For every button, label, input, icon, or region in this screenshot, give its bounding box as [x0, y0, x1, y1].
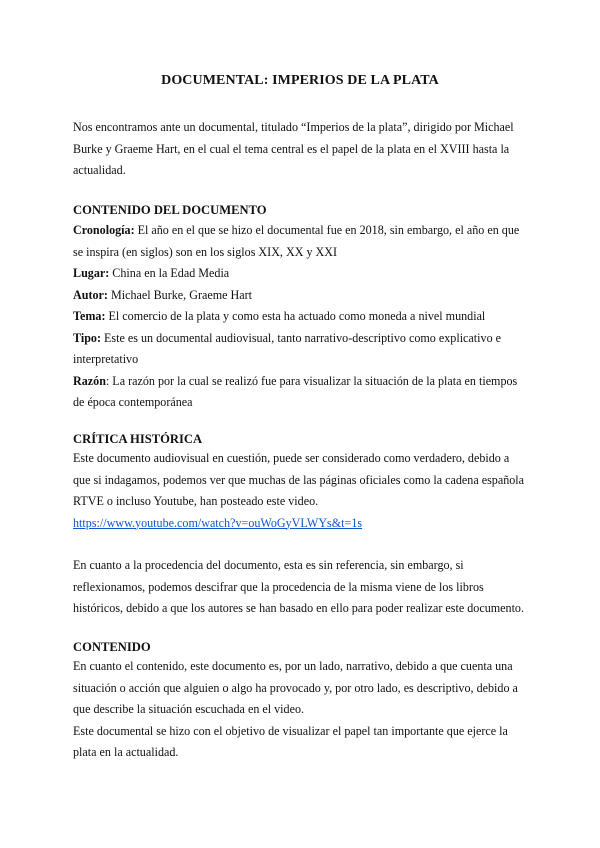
contenido-line: situación o acción que alguien o algo ha provocado y, por otro lado, es descriptivo, debido a	[73, 680, 518, 695]
lugar-entry	[73, 263, 531, 285]
tipo-text-continued: interpretativo	[73, 352, 139, 366]
cronologia-entry	[73, 220, 531, 242]
youtube-link[interactable]: https://www.youtube.com/watch?v=ouWoGyVLWYs&t=1s	[73, 515, 363, 530]
tema-text: El comercio de la plata y como esta ha actuado como moneda a nivel mundial	[105, 309, 486, 323]
critica-paragraph	[73, 448, 531, 534]
critica-line: Este documento audiovisual en cuestión, puede ser considerado como verdadero, debido a	[73, 451, 510, 465]
cronologia-text: El año en el que se hizo el documental fue en 2018, sin embargo, el año en que	[134, 223, 520, 237]
document-content-list	[73, 220, 531, 414]
lugar-label: Lugar:	[73, 266, 110, 280]
tema-label: Tema:	[73, 309, 106, 323]
contenido-paragraph	[73, 656, 531, 764]
tipo-label: Tipo:	[73, 330, 102, 345]
critica-line: que si indagamos, podemos ver que muchas de las páginas oficiales como la cadena española	[73, 472, 525, 487]
razon-entry	[73, 371, 531, 393]
contenido-line: plata en la actualidad.	[73, 745, 179, 759]
lugar-text: China en la Edad Media	[109, 266, 230, 280]
youtube-link-line	[73, 513, 531, 535]
contenido-line: que describe la situación escuchada en el video.	[73, 702, 305, 716]
intro-line: Burke y Graeme Hart, en el cual el tema central es el papel de la plata en el XVIII hasta la	[73, 141, 510, 156]
razon-label: Razón	[73, 373, 106, 388]
autor-entry	[73, 285, 531, 307]
contenido-line: Este documental se hizo con el objetivo de visualizar el papel tan importante que ejerce la	[73, 723, 508, 738]
tipo-text: Este es un documental audiovisual, tanto narrativo-descriptivo como explicativo e	[101, 330, 502, 345]
intro-line: Nos encontramos ante un documental, titulado “Imperios de la plata”, dirigido por Michael	[73, 120, 514, 134]
section-heading-contenido-documento: CONTENIDO DEL DOCUMENTO	[73, 203, 267, 217]
document-title: DOCUMENTAL: IMPERIOS DE LA PLATA	[161, 73, 439, 88]
section-heading-contenido: CONTENIDO	[73, 640, 151, 654]
procedencia-paragraph	[73, 555, 531, 620]
intro-line: actualidad.	[73, 163, 126, 177]
cronologia-label: Cronología:	[73, 223, 135, 237]
tipo-entry	[73, 328, 531, 350]
procedencia-line: reflexionamos, podemos descifrar que la procedencia de la misma viene de los libros	[73, 579, 484, 594]
cronologia-text-continued: se inspira (en siglos) son en los siglos XIX, XX y XXI	[73, 244, 338, 259]
intro-paragraph	[73, 117, 531, 182]
contenido-line: En cuanto el contenido, este documento es, por un lado, narrativo, debido a que cuenta una	[73, 659, 513, 673]
razon-text-continued: de época contemporánea	[73, 395, 193, 409]
razon-text: : La razón por la cual se realizó fue para visualizar la situación de la plata en tiempos	[105, 373, 518, 388]
procedencia-line: En cuanto a la procedencia del documento, esta es sin referencia, sin embargo, si	[73, 558, 464, 572]
section-heading-critica-historica: CRÍTICA HISTÓRICA	[73, 432, 203, 446]
autor-text: Michael Burke, Graeme Hart	[107, 287, 252, 302]
autor-label: Autor:	[73, 287, 108, 302]
tema-entry	[73, 306, 531, 328]
critica-line: RTVE o incluso Youtube, han posteado este video.	[73, 494, 319, 508]
procedencia-line: históricos, debido a que los autores se han basado en ello para poder realizar este documento.	[73, 601, 525, 615]
